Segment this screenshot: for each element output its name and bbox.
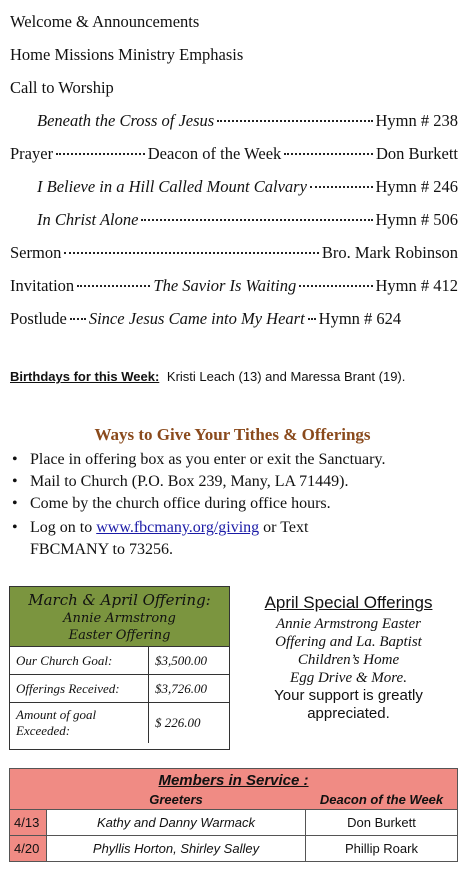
service-item-welcome: Welcome & Announcements: [10, 12, 200, 31]
offering-label: Offerings Received:: [10, 675, 149, 703]
table-row: [10, 835, 457, 861]
birthdays-line: [10, 369, 405, 384]
members-title: Members in Service :: [158, 772, 309, 789]
dot-leader: [299, 285, 372, 287]
service-item-hymn-238: [10, 107, 458, 140]
service-item-hymn-506: [10, 206, 458, 239]
dot-leader: [56, 153, 145, 155]
greeters-cell: Phyllis Horton, Shirley Salley: [46, 836, 306, 861]
ways-to-give-list: [10, 449, 460, 561]
offering-value: $ 226.00: [149, 703, 230, 744]
item-label: Invitation: [10, 276, 75, 295]
table-row: [10, 703, 229, 744]
deacon-cell: Phillip Roark: [306, 836, 457, 861]
table-row: [10, 647, 229, 675]
dot-leader: [77, 285, 150, 287]
deacon-cell: Don Burkett: [306, 810, 457, 835]
offering-subtitle: Annie Armstrong: [63, 611, 176, 626]
dot-leader: [70, 318, 86, 320]
offering-subtitle: Easter Offering: [68, 628, 171, 643]
special-offerings-line: Annie Armstrong Easter: [276, 616, 421, 632]
hymn-number: Hymn # 624: [318, 309, 402, 328]
hymn-title: The Savior Is Waiting: [153, 276, 297, 295]
text-to-give: FBCMANY to 73256.: [30, 541, 173, 558]
offering-label: Our Church Goal:: [16, 652, 113, 668]
hymn-number: Hymn # 412: [375, 276, 459, 295]
greeters-header: Greeters: [149, 792, 203, 807]
offering-header: [10, 587, 229, 647]
online-prefix: Log on to: [30, 519, 93, 536]
list-item: • Come by the church office during office hours.: [10, 493, 460, 515]
offering-box: [9, 586, 230, 750]
hymn-number: Hymn # 506: [375, 210, 458, 229]
table-row: [10, 809, 457, 835]
list-item: • Mail to Church (P.O. Box 239, Many, LA 71449).: [10, 471, 460, 493]
deacon-header: Deacon of the Week: [319, 792, 444, 807]
hymn-title: In Christ Alone: [37, 210, 139, 229]
service-date: 4/20: [14, 841, 40, 856]
offering-label: Amount of goal Exceeded:: [10, 703, 149, 744]
hymn-number: Hymn # 238: [375, 111, 458, 130]
online-suffix: or Text: [263, 519, 309, 536]
members-in-service: [9, 768, 458, 862]
ways-to-give-title: Ways to Give Your Tithes & Offerings: [94, 425, 371, 444]
list-item-online: [10, 517, 460, 561]
offering-table: [10, 647, 229, 743]
service-item-postlude: [10, 305, 458, 338]
service-item-hymn-246: [10, 173, 458, 206]
hymn-title: I Believe in a Hill Called Mount Calvary: [37, 177, 307, 196]
service-item-sermon: [10, 239, 458, 272]
item-label: Prayer: [10, 144, 54, 163]
giving-link[interactable]: www.fbcmany.org/giving: [96, 519, 260, 536]
dot-leader: [308, 318, 316, 320]
service-date: 4/13: [14, 815, 40, 830]
service-item-missions: Home Missions Ministry Emphasis: [10, 45, 244, 64]
offering-title: March & April Offering:: [28, 591, 211, 609]
service-item-invitation: [10, 272, 458, 305]
hymn-number: Hymn # 246: [375, 177, 458, 196]
special-offerings-line: Egg Drive & More.: [290, 670, 407, 686]
special-offerings-line: Offering and La. Baptist: [275, 634, 422, 650]
members-header: [10, 791, 457, 809]
item-label: Sermon: [10, 243, 62, 262]
dot-leader: [284, 153, 373, 155]
birthdays-label: Birthdays for this Week:: [10, 369, 160, 384]
item-person: Don Burkett: [375, 144, 459, 163]
dot-leader: [64, 252, 319, 254]
hymn-title: Since Jesus Came into My Heart: [88, 309, 305, 328]
special-offerings-line: Children’s Home: [297, 652, 400, 668]
offering-value: $3,500.00: [149, 647, 230, 675]
service-item-prayer: [10, 140, 458, 173]
item-person: Bro. Mark Robinson: [321, 243, 458, 262]
item-role: Deacon of the Week: [147, 144, 282, 163]
dot-leader: [141, 219, 372, 221]
table-row: [10, 675, 229, 703]
list-item: • Place in offering box as you enter or exit the Sanctuary.: [10, 449, 460, 471]
hymn-title: Beneath the Cross of Jesus: [37, 111, 215, 130]
greeters-cell: Kathy and Danny Warmack: [46, 810, 306, 835]
offering-value: $3,726.00: [149, 675, 230, 703]
dot-leader: [217, 120, 372, 122]
special-offerings: [240, 591, 457, 723]
special-offerings-note: Your support is greatly appreciated.: [274, 687, 423, 722]
order-of-service: [10, 8, 458, 338]
special-offerings-title: April Special Offerings: [264, 593, 433, 612]
dot-leader: [310, 186, 373, 188]
service-item-call-to-worship: Call to Worship: [10, 78, 114, 97]
birthdays-text: Kristi Leach (13) and Maressa Brant (19).: [166, 369, 406, 384]
item-label: Postlude: [10, 309, 67, 328]
